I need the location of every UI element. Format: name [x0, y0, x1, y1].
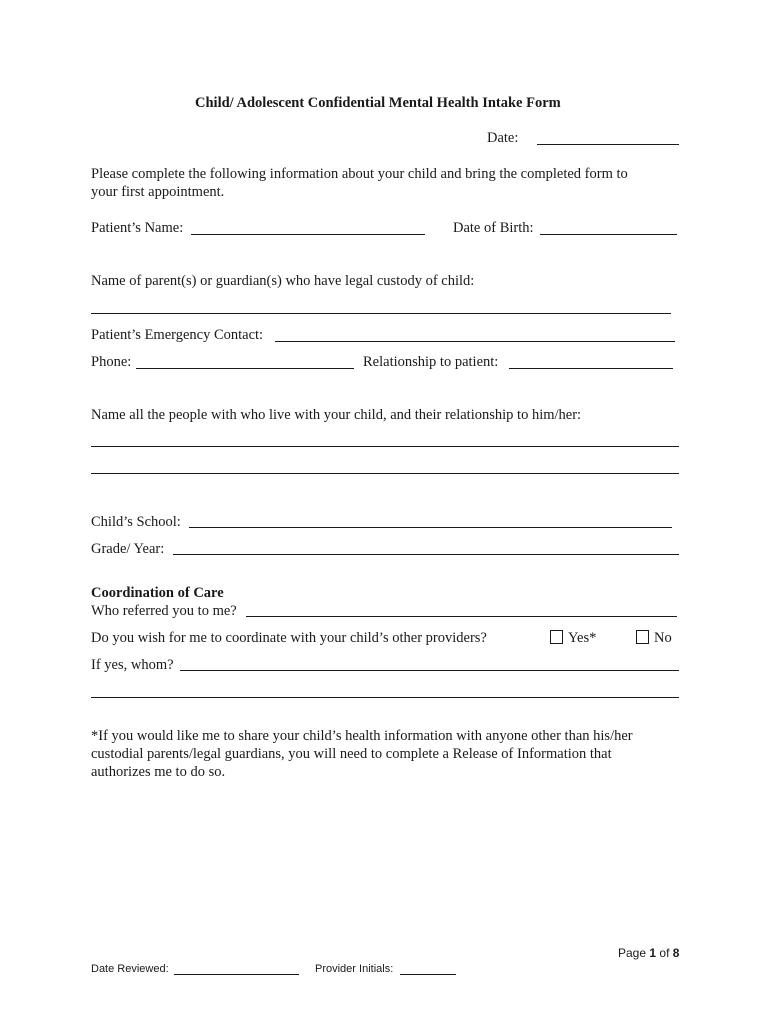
emergency-contact-label: Patient’s Emergency Contact:	[91, 327, 264, 343]
coordination-heading: Coordination of Care	[91, 585, 224, 601]
form-title: Child/ Adolescent Confidential Mental Health Intake Form	[195, 95, 561, 111]
release-note-line2: custodial parents/legal guardians, you will need to complete a Release of Information that	[91, 746, 612, 762]
page-number	[618, 945, 679, 961]
yes-checkbox[interactable]	[550, 630, 563, 644]
relationship-label: Relationship to patient:	[363, 354, 499, 370]
page-prefix: Page	[618, 946, 647, 960]
if-yes-label: If yes, whom?	[91, 657, 174, 673]
release-note-line3: authorizes me to do so.	[91, 764, 226, 780]
intro-text-line2: your first appointment.	[91, 184, 225, 200]
phone-label: Phone:	[91, 354, 132, 370]
guardian-field[interactable]	[91, 313, 671, 314]
date-field[interactable]	[537, 144, 679, 145]
release-note-line1: *If you would like me to share your child’s health information with anyone other than his/her	[91, 728, 633, 744]
patient-name-label: Patient’s Name:	[91, 220, 184, 236]
coordinate-question: Do you wish for me to coordinate with your child’s other providers?	[91, 630, 487, 646]
intro-text-line1: Please complete the following information about your child and bring the completed form to	[91, 166, 628, 182]
no-label: No	[654, 630, 672, 646]
if-yes-field-line1[interactable]	[180, 670, 679, 671]
guardian-label: Name of parent(s) or guardian(s) who have legal custody of child:	[91, 273, 475, 289]
page-current: 1	[649, 946, 657, 960]
referred-label: Who referred you to me?	[91, 603, 237, 619]
household-label: Name all the people with who live with your child, and their relationship to him/her:	[91, 407, 582, 423]
page-total: 8	[672, 946, 680, 960]
school-field[interactable]	[189, 527, 672, 528]
household-field-line1[interactable]	[91, 446, 679, 447]
date-label: Date:	[487, 130, 519, 146]
no-checkbox[interactable]	[636, 630, 649, 644]
provider-initials-label: Provider Initials:	[315, 963, 394, 975]
if-yes-field-line2[interactable]	[91, 697, 679, 698]
date-reviewed-field[interactable]	[174, 974, 299, 975]
relationship-field[interactable]	[509, 368, 673, 369]
phone-field[interactable]	[136, 368, 354, 369]
referred-field[interactable]	[246, 616, 677, 617]
grade-field[interactable]	[173, 554, 679, 555]
yes-label: Yes*	[568, 630, 597, 646]
page-of: of	[659, 946, 670, 960]
patient-name-field[interactable]	[191, 234, 425, 235]
household-field-line2[interactable]	[91, 473, 679, 474]
grade-label: Grade/ Year:	[91, 541, 165, 557]
emergency-contact-field[interactable]	[275, 341, 675, 342]
school-label: Child’s School:	[91, 514, 181, 530]
dob-label: Date of Birth:	[453, 220, 534, 236]
dob-field[interactable]	[540, 234, 677, 235]
provider-initials-field[interactable]	[400, 974, 456, 975]
date-reviewed-label: Date Reviewed:	[91, 963, 169, 975]
